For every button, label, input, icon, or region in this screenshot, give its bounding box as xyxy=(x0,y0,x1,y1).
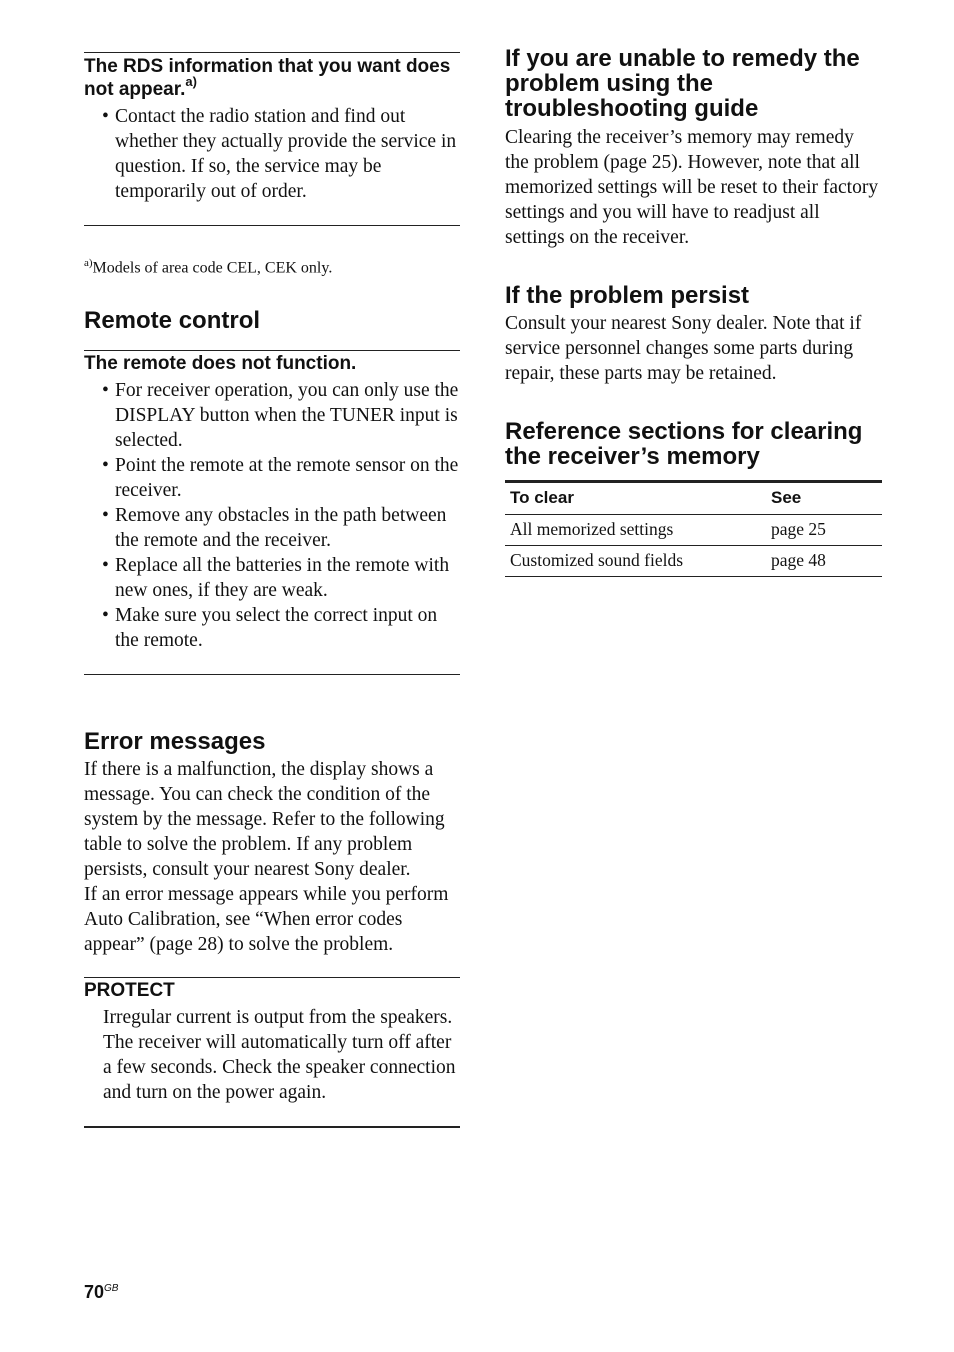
list-item xyxy=(102,453,460,503)
protect-description: Irregular current is output from the speakers. The receiver will automatically turn off after a few seconds. Check the speaker connection and turn on the power again. xyxy=(103,1007,456,1104)
table-header-cell: See xyxy=(766,483,882,515)
rds-subheading-text: The RDS information that you want does not appear. xyxy=(84,56,451,100)
table-cell: Customized sound fields xyxy=(505,546,766,577)
list-item-text: Point the remote at the remote sensor on the receiver. xyxy=(115,455,459,502)
right-column xyxy=(505,46,882,577)
divider xyxy=(84,52,460,53)
unable-paragraph: Clearing the receiver’s memory may remedy the problem (page 25). However, note that all memorized settings will be reset to their factory settings and you will have to readjust all settings on the receiver. xyxy=(505,127,879,248)
remote-bullet-list xyxy=(84,378,460,653)
table-cell: page 48 xyxy=(766,546,882,577)
remote-subheading: The remote does not function. xyxy=(84,353,357,375)
reference-table xyxy=(505,483,882,577)
footnote-marker: a) xyxy=(84,257,93,269)
list-item-text: Replace all the batteries in the remote with new ones, if they are weak. xyxy=(115,555,450,602)
table-row xyxy=(505,515,882,546)
bullet-icon: • xyxy=(102,106,109,127)
remote-control-heading: Remote control xyxy=(84,307,261,335)
page-number xyxy=(84,1282,118,1303)
list-item xyxy=(102,603,460,653)
bullet-icon: • xyxy=(102,505,109,527)
footnote xyxy=(84,253,460,278)
table-cell: page 25 xyxy=(766,515,882,546)
bullet-icon: • xyxy=(102,380,109,402)
list-item xyxy=(102,553,460,603)
persist-heading: If the problem persist xyxy=(505,282,750,309)
list-item-text: For receiver operation, you can only use the DISPLAY button when the TUNER input is selected. xyxy=(115,380,459,452)
page-number-value: 70 xyxy=(84,1282,105,1302)
rds-bullet-list xyxy=(84,104,460,204)
divider xyxy=(84,225,460,226)
left-column xyxy=(84,52,460,1128)
bullet-icon: • xyxy=(102,555,109,577)
error-intro-paragraph: If there is a malfunction, the display shows a message. You can check the condition of the system by the message. Refer to the following table to solve the problem. If any problem persists, consult your nearest Sony dealer. xyxy=(84,759,445,881)
divider xyxy=(84,674,460,675)
persist-paragraph: Consult your nearest Sony dealer. Note that if service personnel changes some parts during repair, these parts may be retained. xyxy=(505,313,862,384)
bullet-icon: • xyxy=(102,455,109,477)
table-header-row xyxy=(505,483,882,515)
reference-heading: Reference sections for clearing the receiver’s memory xyxy=(505,418,863,470)
divider xyxy=(84,977,460,978)
page-number-suffix: GB xyxy=(104,1283,119,1294)
list-item xyxy=(102,378,460,453)
list-item-text: Contact the radio station and find out whether they actually provide the service in question. If so, the service may be temporarily out of order. xyxy=(115,106,457,202)
unable-heading: If you are unable to remedy the problem using the troubleshooting guide xyxy=(505,45,860,122)
list-item-text: Remove any obstacles in the path between the remote and the receiver. xyxy=(115,505,447,552)
divider xyxy=(84,1126,460,1128)
footnote-marker: a) xyxy=(185,73,197,89)
divider xyxy=(84,350,460,351)
list-item-text: Make sure you select the correct input on the remote. xyxy=(115,605,438,652)
footnote-text: Models of area code CEL, CEK only. xyxy=(92,259,333,277)
list-item xyxy=(102,503,460,553)
list-item xyxy=(102,104,460,204)
bullet-icon: • xyxy=(102,605,109,627)
table-row xyxy=(505,546,882,577)
protect-label: PROTECT xyxy=(84,980,175,1002)
error-messages-heading: Error messages xyxy=(84,728,266,756)
rds-subheading xyxy=(84,55,460,101)
error-auto-calibration-paragraph: If an error message appears while you perform Auto Calibration, see “When error codes appear” (page 28) to solve the problem. xyxy=(84,884,449,956)
table-cell: All memorized settings xyxy=(505,515,766,546)
table-header-cell: To clear xyxy=(505,483,766,515)
